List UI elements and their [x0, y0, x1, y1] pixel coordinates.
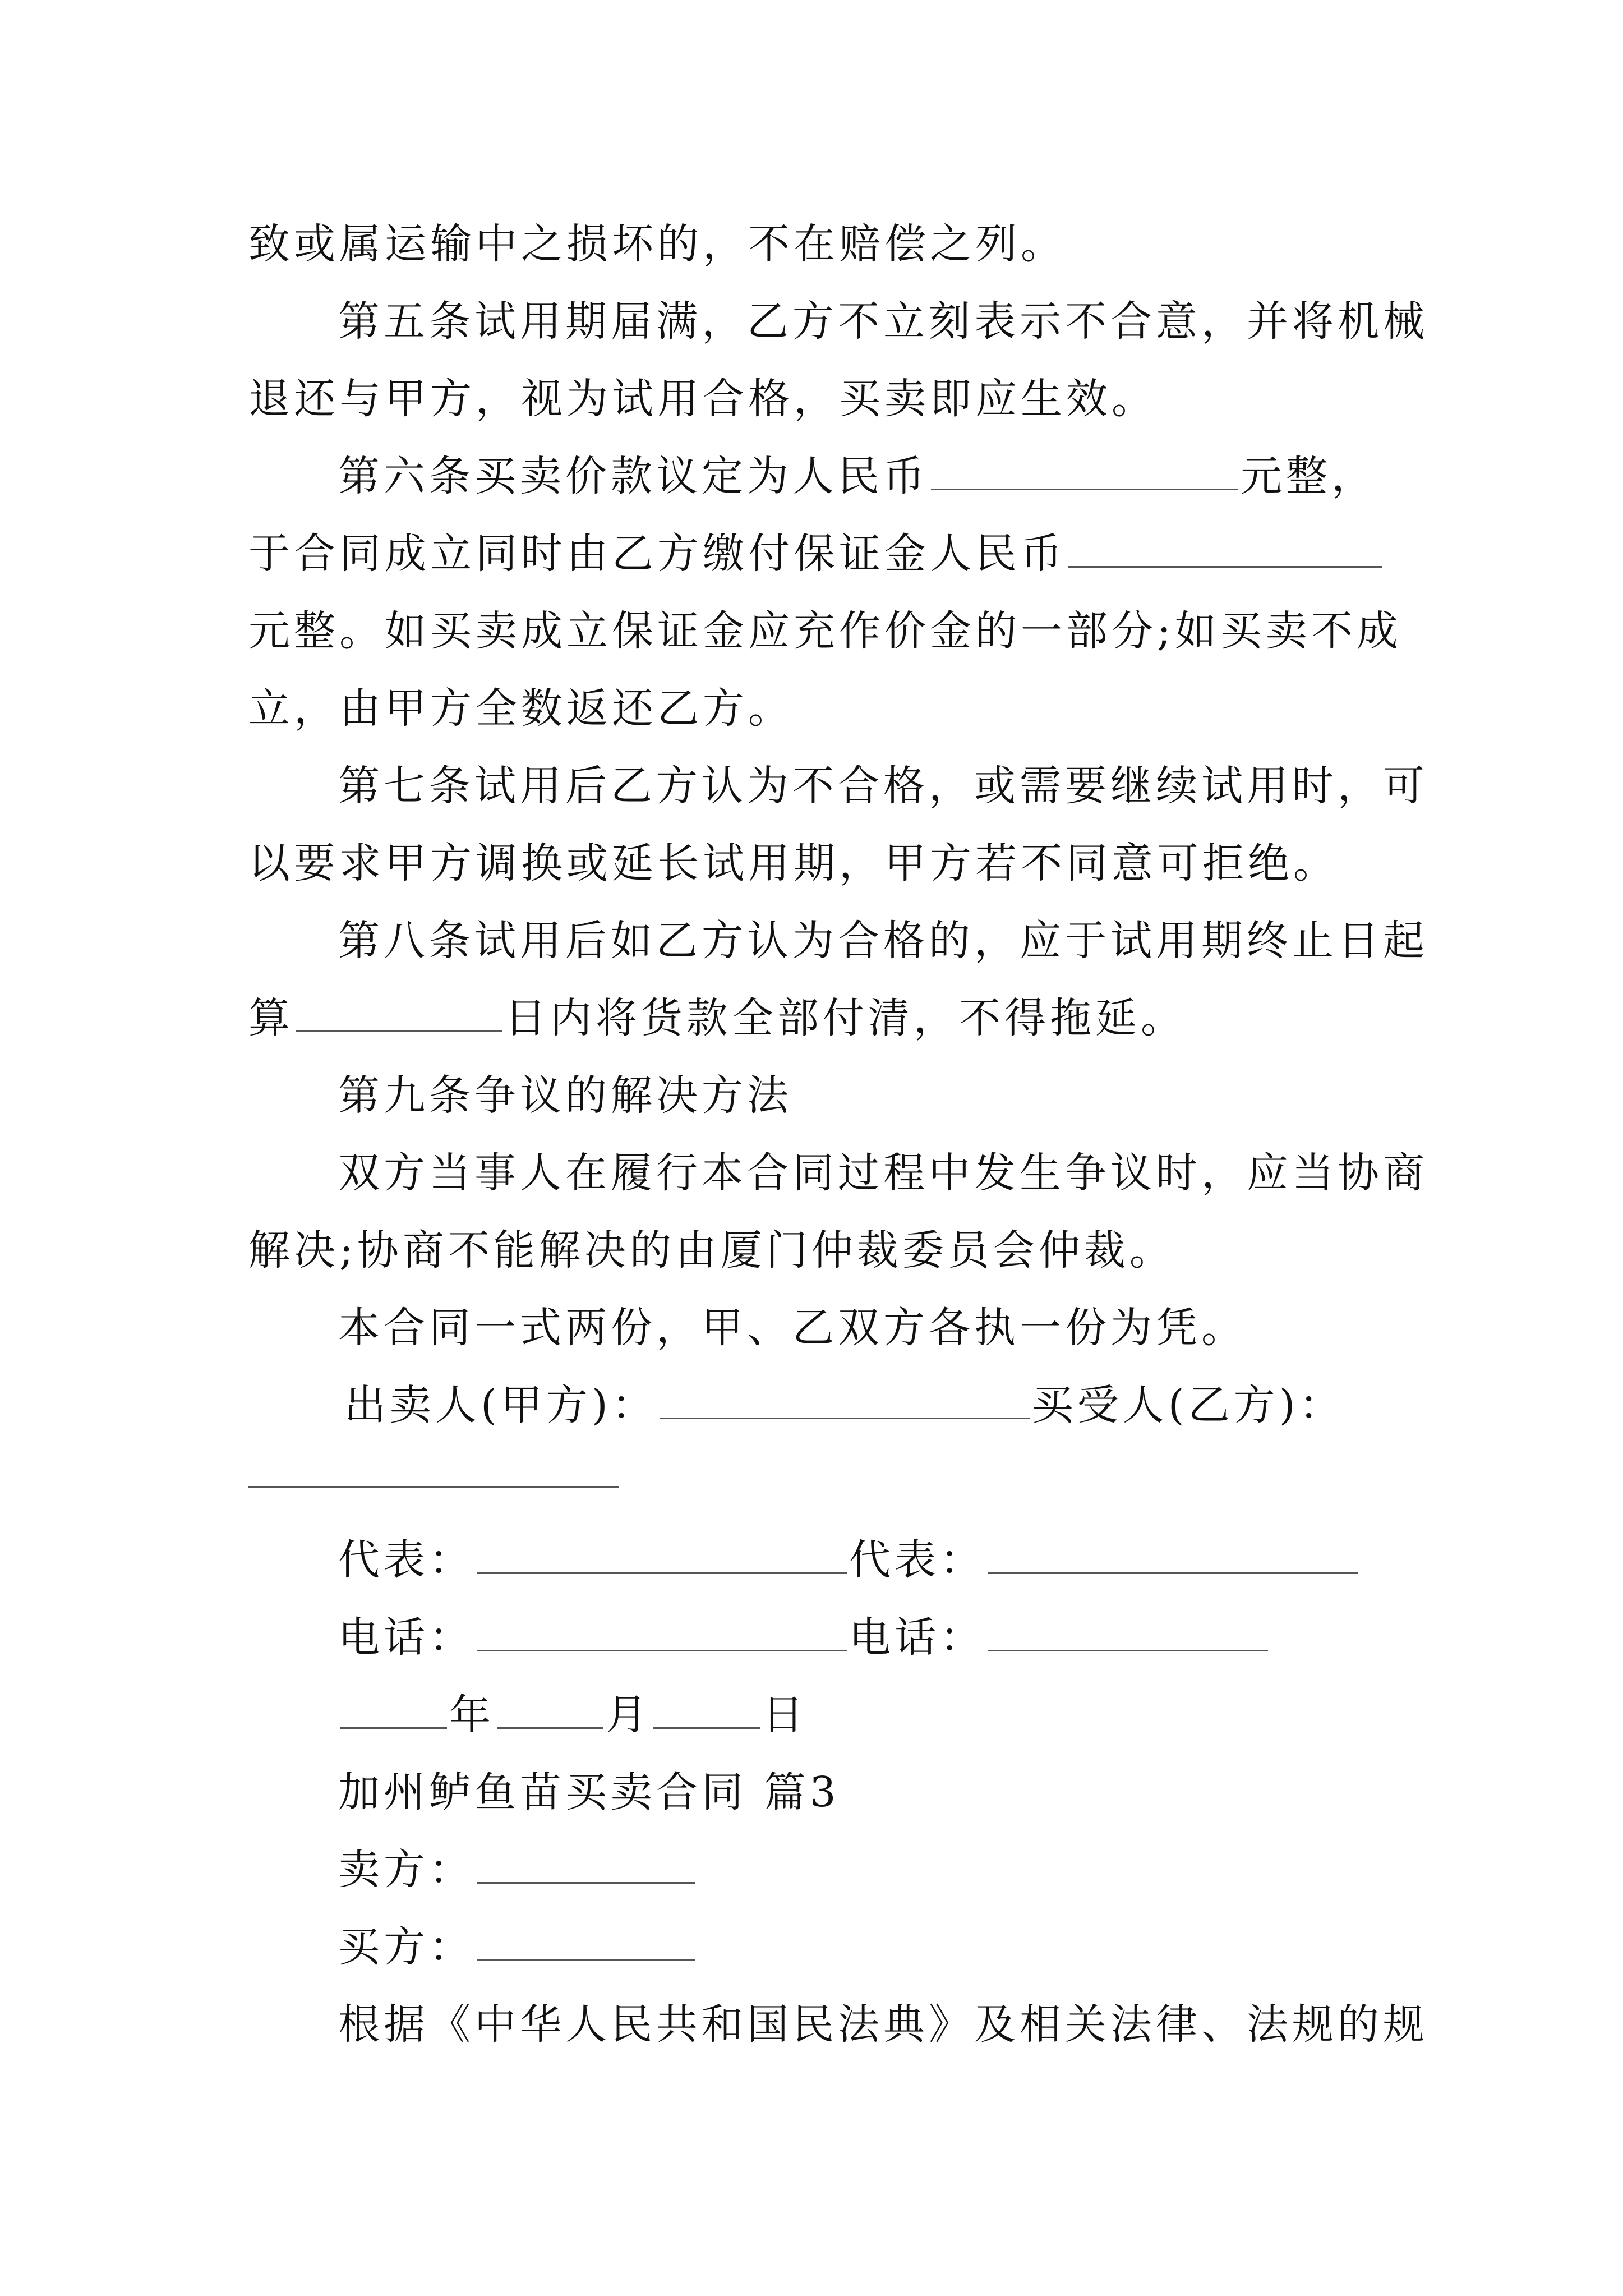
text: 第九条争议的解决方法: [338, 1071, 792, 1120]
deposit-blank[interactable]: [1068, 528, 1382, 568]
buyer-rep-blank[interactable]: [988, 1534, 1358, 1574]
section-title: [338, 1764, 840, 1820]
article-5-line-2: [248, 371, 1157, 427]
day-label: 日: [762, 1691, 808, 1739]
text: 双方当事人在履行本合同过程中发生争议时，应当协商: [338, 1149, 1428, 1197]
text: 根据《中华人民共和国民法典》及相关法律、法规的规: [338, 2000, 1428, 2049]
buyer-label: 买受人(乙方)：: [1031, 1381, 1345, 1429]
seller-blank[interactable]: [660, 1379, 1030, 1419]
text: 元整，: [1241, 452, 1377, 500]
text: 解决;协商不能解决的由厦门仲裁委员会仲裁。: [248, 1226, 1175, 1274]
seller-rep-label: 代表：: [338, 1536, 474, 1584]
phone-line: [338, 1609, 1270, 1665]
vendor-label: 卖方：: [338, 1846, 474, 1894]
text: 以要求甲方调换或延长试用期，甲方若不同意可拒绝。: [248, 839, 1339, 887]
article-6-line-1: [338, 448, 1377, 504]
copies-line: [338, 1300, 1247, 1356]
buyer-phone-blank[interactable]: [988, 1612, 1268, 1651]
article-5-line-1: [338, 293, 1428, 349]
text: 元整。如买卖成立保证金应充作价金的一部分;如买卖不成: [248, 607, 1402, 655]
day-blank[interactable]: [653, 1689, 760, 1729]
date-line: [338, 1687, 808, 1743]
article-7-line-2: [248, 835, 1339, 891]
month-label: 月: [606, 1691, 651, 1739]
text: 第八条试用后如乙方认为合格的，应于试用期终止日起: [338, 917, 1428, 965]
seller-buyer-line: [344, 1377, 1345, 1433]
text: 第五条试用期届满，乙方不立刻表示不合意，并将机械: [338, 297, 1428, 346]
text: 加州鲈鱼苗买卖合同 篇3: [338, 1768, 840, 1816]
article-6-line-3: [248, 603, 1402, 659]
year-label: 年: [449, 1691, 495, 1739]
dispute-line-2: [248, 1222, 1175, 1278]
article-9-heading: [338, 1068, 792, 1124]
seller-phone-label: 电话：: [338, 1613, 474, 1662]
paragraph-line: [248, 216, 1066, 272]
text: 本合同一式两份，甲、乙双方各执一份为凭。: [338, 1304, 1247, 1352]
representative-line: [338, 1532, 1360, 1588]
text: 算: [248, 994, 294, 1042]
price-blank[interactable]: [931, 450, 1238, 490]
buyer-blank[interactable]: [248, 1486, 619, 1488]
purchaser-blank[interactable]: [477, 1921, 695, 1961]
text: 第七条试用后乙方认为不合格，或需要继续试用时，可: [338, 762, 1428, 810]
buyer-rep-label: 代表：: [849, 1536, 985, 1584]
basis-line: [338, 1996, 1428, 2053]
year-blank[interactable]: [340, 1689, 447, 1729]
vendor-line: [338, 1842, 698, 1898]
days-blank[interactable]: [296, 992, 502, 1032]
text: 日内将货款全部付清，不得拖延。: [505, 994, 1186, 1042]
seller-label: 出卖人(甲方)：: [344, 1381, 657, 1429]
text: 致或属运输中之损坏的，不在赔偿之列。: [248, 220, 1066, 268]
vendor-blank[interactable]: [477, 1844, 695, 1884]
article-7-line-1: [338, 758, 1428, 814]
article-6-line-2: [248, 526, 1385, 582]
text: 退还与甲方，视为试用合格，买卖即应生效。: [248, 375, 1157, 423]
article-6-line-4: [248, 680, 794, 737]
seller-rep-blank[interactable]: [477, 1534, 847, 1574]
month-blank[interactable]: [497, 1689, 603, 1729]
text: 于合同成立同时由乙方缴付保证金人民币: [248, 530, 1066, 578]
buyer-phone-label: 电话：: [849, 1613, 985, 1662]
text: 第六条买卖价款议定为人民币: [338, 452, 929, 500]
article-8-line-2: [248, 990, 1186, 1046]
text: 立，由甲方全数返还乙方。: [248, 684, 794, 733]
seller-phone-blank[interactable]: [477, 1612, 847, 1651]
article-8-line-1: [338, 913, 1428, 969]
dispute-line-1: [338, 1145, 1428, 1201]
purchaser-label: 买方：: [338, 1923, 474, 1971]
purchaser-line: [338, 1919, 698, 1975]
